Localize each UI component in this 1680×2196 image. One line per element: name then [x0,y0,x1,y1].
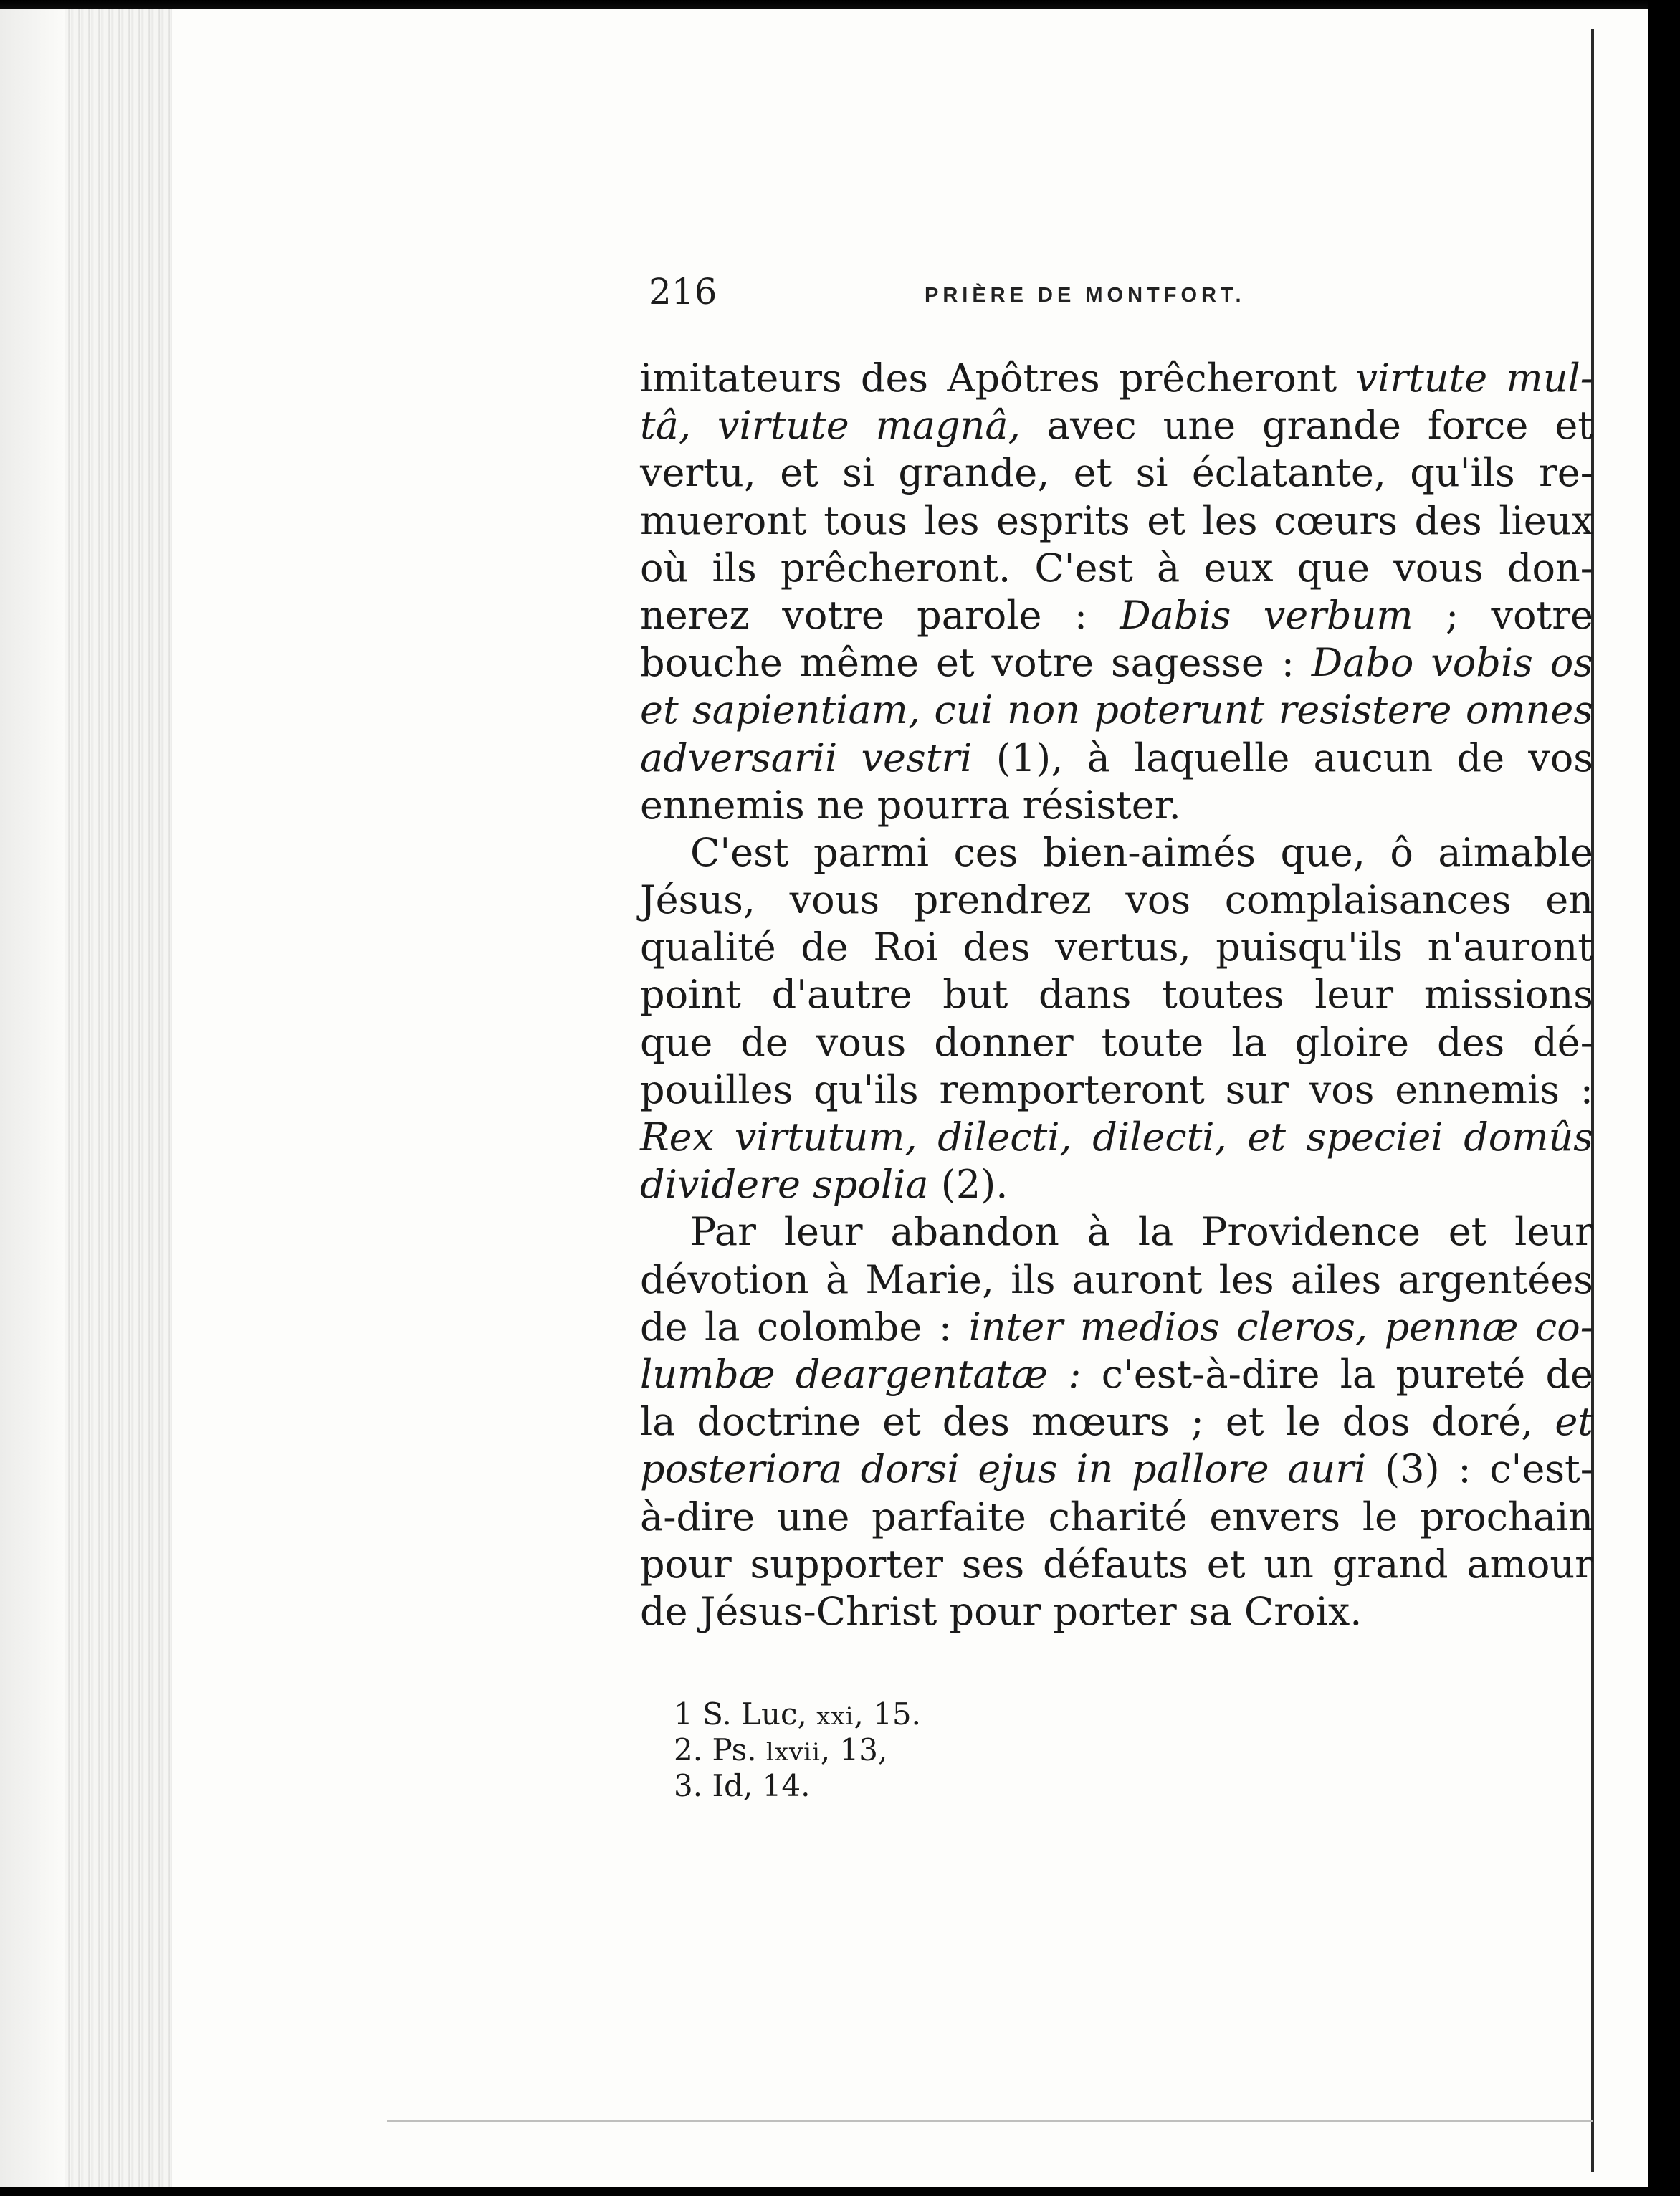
text-run: Par leur abandon à la Providence et leur [690,1209,1593,1255]
page-header [649,271,1595,328]
text-line [640,545,1593,592]
footnote-tail: , 13, [820,1732,888,1767]
latin-quote: virtute mul- [1355,355,1593,401]
footnote-ref: S. Luc, [702,1696,817,1732]
footnote-ref: Ps. [712,1732,766,1767]
text-line [640,1304,1593,1351]
text-line [640,497,1593,545]
text-line [640,1398,1593,1446]
latin-quote: tâ, virtute magnâ, [640,403,1021,449]
text-run: point d'autre but dans toutes leur missions [640,972,1593,1018]
text-run: qualité de Roi des vertus, puisqu'ils n'auront [640,925,1593,970]
text-run: où ils prêcheront. C'est à eux que vous don- [640,545,1593,591]
text-run: C'est parmi ces bien-aimés que, ô aimable [690,829,1593,875]
latin-quote: lumbæ deargentatæ : [640,1351,1082,1397]
footnote-ref: Id [712,1768,743,1803]
text-run: imitateurs des Apôtres prêcheront [640,355,1356,401]
text-run: c'est-à-dire la pureté de [1081,1351,1593,1397]
text-run: de Jésus-Christ pour porter sa Croix. [640,1588,1362,1634]
text-line [640,1541,1593,1588]
footnote-num: 2. [674,1732,712,1767]
text-line [640,1114,1593,1161]
text-line [640,1161,1593,1208]
page-stack-edges [65,9,172,2187]
latin-quote: Dabo vobis os [1311,640,1593,686]
text-run: que de vous donner toute la gloire des dé- [640,1019,1593,1065]
text-run: ; votre [1413,592,1593,638]
running-head: PRIÈRE DE MONTFORT. [925,284,1246,307]
paragraph [640,1208,1593,1636]
footnote-num: 3. [674,1768,712,1803]
footnote-num: 1 [674,1696,703,1732]
latin-quote: inter medios cleros, pennæ co- [968,1304,1593,1350]
text-line [640,402,1593,449]
text-run: pour supporter ses défauts et un grand amour [640,1541,1593,1587]
text-run: nerez votre parole : [640,592,1120,638]
text-run: de la colombe : [640,1304,969,1350]
latin-quote: et [1555,1399,1593,1445]
text-line [640,1256,1593,1304]
text-line [640,1494,1593,1541]
footnote-tail: , 15. [854,1696,921,1732]
text-line [640,1351,1593,1398]
text-line [640,1208,1593,1256]
paragraph [640,355,1593,829]
text-run: à-dire une parfaite charité envers le prochain [640,1494,1593,1539]
text-line [640,1588,1593,1636]
page-bottom-edge [387,2120,1593,2122]
latin-quote: adversarii vestri [640,735,973,780]
footnote [674,1733,921,1769]
text-line [640,877,1593,924]
text-line [640,1019,1593,1066]
text-run: pouilles qu'ils remporteront sur vos ennemis : [640,1066,1593,1112]
text-line [640,971,1593,1018]
text-run: ennemis ne pourra résister. [640,782,1181,828]
page-stack-left [0,9,65,2187]
footnote-tail: , 14. [743,1768,811,1803]
latin-quote: posteriora dorsi ejus in pallore auri [640,1446,1367,1492]
footnote-roman: xxi [816,1702,854,1731]
text-line [640,592,1593,639]
text-line [640,924,1593,971]
text-line [640,355,1593,402]
text-run: (3) : c'est- [1366,1446,1593,1492]
text-run: avec une grande force et [1020,403,1593,449]
text-run: la doctrine et des mœurs ; et le dos doré, [640,1399,1555,1445]
text-line [640,782,1593,829]
scan-right-border [1648,0,1680,2196]
text-run: vertu, et si grande, et si éclatante, qu'ils re- [640,450,1593,496]
text-line [640,735,1593,782]
latin-quote: et sapientiam, cui non poterunt resistere omnes [640,687,1593,733]
text-run: mueront tous les esprits et les cœurs des lieux [640,497,1593,543]
text-line [640,1446,1593,1493]
footnote [674,1769,921,1805]
paragraph [640,829,1593,1209]
text-line [640,449,1593,497]
text-run: bouche même et votre sagesse : [640,640,1312,686]
text-run: dévotion à Marie, ils auront les ailes argentées [640,1256,1593,1302]
body-text [640,355,1593,1636]
page-number: 216 [649,271,717,312]
latin-quote: Dabis verbum [1120,592,1413,638]
text-run: (2). [928,1162,1008,1208]
text-run: (1), à laquelle aucun de vos [972,735,1593,780]
text-line [640,829,1593,877]
text-run: Jésus, vous prendrez vos complaisances en [640,877,1593,923]
latin-quote: dividere spolia [640,1162,929,1208]
footnotes [674,1697,921,1805]
text-line [640,687,1593,734]
footnote-roman: lxvii [765,1738,821,1767]
text-line [640,1066,1593,1114]
text-line [640,639,1593,687]
latin-quote: Rex virtutum, dilecti, dilecti, et speciei domûs [640,1114,1593,1160]
footnote [674,1697,921,1733]
